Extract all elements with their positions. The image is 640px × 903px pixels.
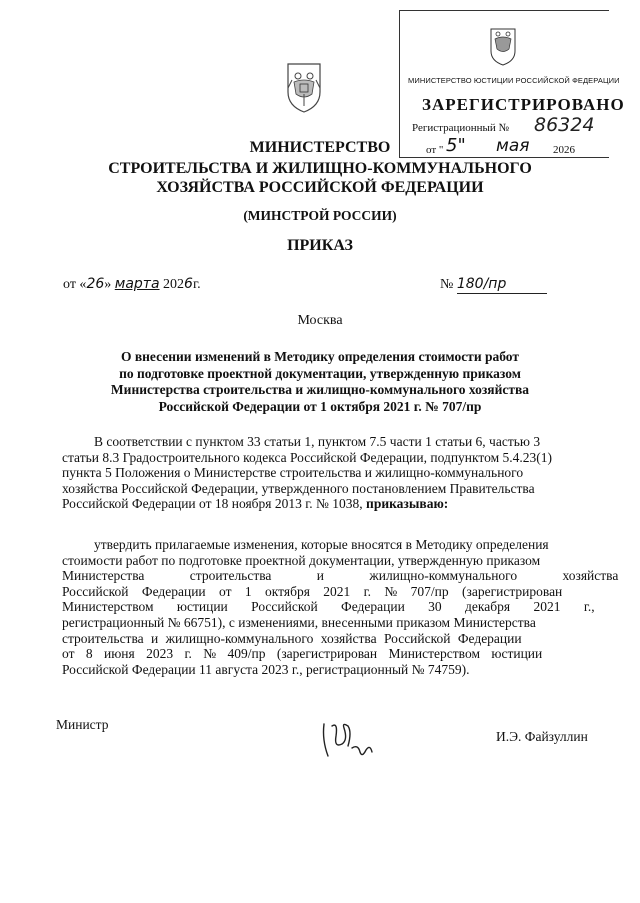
registration-stamp [399, 10, 625, 158]
ministry-title-line1: МИНИСТЕРСТВО [249, 139, 391, 156]
stamp-date-month: мая [496, 136, 530, 156]
stamp-date-day: 5" [446, 135, 466, 156]
signatory-name: И.Э. Файзуллин [496, 729, 588, 744]
stamp-reg-number: 86324 [534, 114, 595, 136]
paragraph-line: регистрационный № 66751), с изменениями, внесенными приказом Министерства [62, 614, 536, 630]
order-date: от «26» марта 2026г. [63, 276, 201, 292]
paragraph-line: от 8 июня 2023 г. № 409/пр (зарегистрирован Министерством юстиции [62, 646, 543, 662]
order-number: № 180/пр [440, 276, 547, 294]
paragraph-line: Российской Федерации от 18 ноября 2013 г. № 1038, приказываю: [62, 496, 449, 512]
paragraph-line: статьи 8.3 Градостроительного кодекса Российской Федерации, подпунктом 5.4.23(1) [62, 449, 553, 465]
paragraph-line: стоимости работ по подготовке проектной документации, утвержденную приказом [62, 552, 541, 568]
title-line: Министерства строительства и жилищно-коммунального хозяйства [110, 382, 530, 397]
ministry-title-line3: ХОЗЯЙСТВА РОССИЙСКОЙ ФЕДЕРАЦИИ [156, 179, 484, 196]
paragraph-line: утвердить прилагаемые изменения, которые вносятся в Методику определения [94, 537, 549, 552]
stamp-status: ЗАРЕГИСТРИРОВАНО [422, 95, 625, 114]
coat-of-arms-emblem [284, 58, 324, 114]
title-line: О внесении изменений в Методику определения стоимости работ [120, 349, 520, 364]
paragraph-line: В соответствии с пунктом 33 статьи 1, пунктом 7.5 части 1 статьи 6, частью 3 [94, 434, 541, 449]
ministry-short-name: (МИНСТРОЙ РОССИИ) [243, 208, 397, 223]
paragraph-line: хозяйства Российской Федерации, утвержденного постановлением Правительства [62, 480, 535, 496]
paragraph-line: пункта 5 Положения о Министерстве строительства и жилищно-коммунального [62, 465, 524, 481]
handwritten-signature [318, 718, 378, 762]
title-line: по подготовке проектной документации, утвержденную приказом [119, 365, 521, 381]
title-line: Российской Федерации от 1 октября 2021 г. № 707/пр [158, 398, 482, 414]
paragraph-line: Российской Федерации от 1 октября 2021 г. № 707/пр (зарегистрирован [62, 583, 563, 599]
preamble-paragraph [62, 434, 608, 512]
paragraph-line: строительства и жилищно-коммунального хозяйства Российской Федерации [62, 630, 522, 646]
stamp-date-prefix: от " [426, 144, 444, 156]
stamp-ministry: МИНИСТЕРСТВО ЮСТИЦИИ РОССИЙСКОЙ ФЕДЕРАЦИИ [408, 76, 620, 85]
order-word: приказываю: [366, 496, 449, 512]
operative-paragraph [62, 537, 619, 677]
document-type: ПРИКАЗ [287, 237, 353, 254]
order-city: Москва [297, 313, 343, 328]
ministry-title-line2: СТРОИТЕЛЬСТВА И ЖИЛИЩНО-КОММУНАЛЬНОГО [108, 160, 532, 177]
stamp-emblem-icon [488, 25, 518, 67]
stamp-reg-label: Регистрационный № [412, 122, 510, 134]
paragraph-line: Министерства строительства и жилищно-коммунального хозяйства [62, 568, 619, 584]
stamp-date-year: 2026 [553, 144, 575, 156]
paragraph-line: Министерством юстиции Российской Федерации 30 декабря 2021 г., [62, 599, 595, 615]
signatory-position: Министр [56, 717, 109, 732]
order-title [68, 349, 572, 415]
paragraph-line: Российской Федерации 11 августа 2023 г., регистрационный № 74759). [62, 661, 470, 677]
